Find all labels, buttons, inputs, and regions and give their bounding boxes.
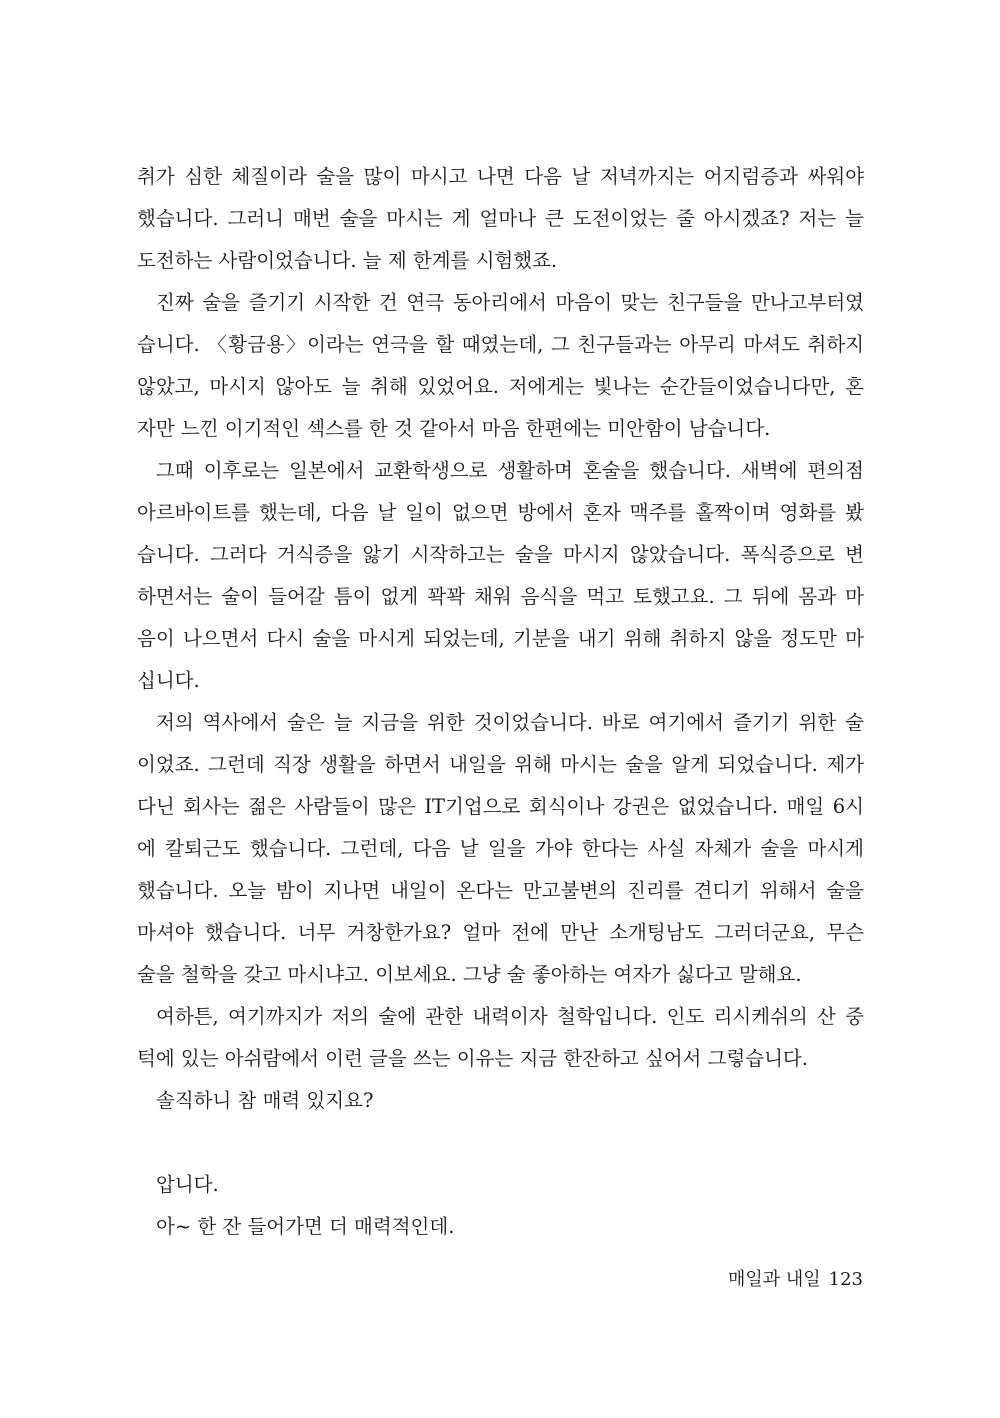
page-body: [137, 156, 864, 1248]
text-line: 습니다. 〈황금용〉이라는 연극을 할 때였는데, 그 친구들과는 아무리 마셔도 취하지: [137, 333, 864, 356]
text-line: 음이 나으면서 다시 술을 마시게 되었는데, 기분을 내기 위해 취하지 않을 정도만 마: [137, 627, 864, 650]
text-line: 술을 철학을 갖고 마시냐고. 이보세요. 그냥 술 좋아하는 여자가 싫다고 말해요.: [137, 963, 802, 986]
text-line: 습니다. 그러다 거식증을 앓기 시작하고는 술을 마시지 않았습니다. 폭식증으로 변: [137, 543, 864, 566]
text-line: 아르바이트를 했는데, 다음 날 일이 없으면 방에서 혼자 맥주를 홀짝이며 영화를 봤: [137, 501, 864, 524]
page-number: 123: [828, 1269, 863, 1290]
text-line: 저의 역사에서 술은 늘 지금을 위한 것이었습니다. 바로 여기에서 즐기기 위한 술: [156, 711, 864, 734]
text-line: 하면서는 술이 들어갈 틈이 없게 꽉꽉 채워 음식을 먹고 토했고요. 그 뒤에 몸과 마: [137, 585, 864, 608]
text-line: 솔직하니 참 매력 있지요?: [156, 1089, 374, 1112]
text-line: 도전하는 사람이었습니다. 늘 제 한계를 시험했죠.: [137, 249, 558, 272]
text-line: 취가 심한 체질이라 술을 많이 마시고 나면 다음 날 저녁까지는 어지럼증과 싸워야: [137, 165, 864, 188]
text-line: 십니다.: [137, 669, 200, 692]
text-line: 다닌 회사는 젊은 사람들이 많은 IT기업으로 회식이나 강권은 없었습니다. 매일 6시: [137, 795, 864, 818]
text-line: 아~ 한 잔 들어가면 더 매력적인데.: [156, 1215, 455, 1238]
text-line: 이었죠. 그런데 직장 생활을 하면서 내일을 위해 마시는 술을 알게 되었습니다. 제가: [137, 753, 864, 776]
text-line: 마셔야 했습니다. 너무 거창한가요? 얼마 전에 만난 소개팅남도 그러더군요, 무슨: [137, 921, 864, 944]
text-line: 턱에 있는 아쉬람에서 이런 글을 쓰는 이유는 지금 한잔하고 싶어서 그렇습니다.: [137, 1047, 808, 1070]
text-line: 여하튼, 여기까지가 저의 술에 관한 내력이자 철학입니다. 인도 리시케쉬의 산 중: [156, 1005, 864, 1028]
text-line: 자만 느낀 이기적인 섹스를 한 것 같아서 마음 한편에는 미안함이 남습니다.: [137, 417, 771, 440]
text-line: 압니다.: [156, 1173, 219, 1196]
text-line: 에 칼퇴근도 했습니다. 그런데, 다음 날 일을 가야 한다는 사실 자체가 술을 마시게: [137, 837, 864, 860]
text-line: 않았고, 마시지 않아도 늘 취해 있었어요. 저에게는 빛나는 순간들이었습니다만, 혼: [137, 375, 864, 398]
running-title: 매일과 내일: [727, 1269, 821, 1290]
text-line: 그때 이후로는 일본에서 교환학생으로 생활하며 혼술을 했습니다. 새벽에 편의점: [156, 459, 864, 482]
text-line: 진짜 술을 즐기기 시작한 건 연극 동아리에서 마음이 맞는 친구들을 만나고부터였: [156, 291, 864, 314]
page-footer: [728, 1268, 863, 1292]
text-line: 했습니다. 오늘 밤이 지나면 내일이 온다는 만고불변의 진리를 견디기 위해서 술을: [137, 879, 864, 902]
text-line: 했습니다. 그러니 매번 술을 마시는 게 얼마나 큰 도전이었는 줄 아시겠죠? 저는 늘: [137, 207, 864, 230]
paragraph-gap: [137, 1122, 864, 1164]
